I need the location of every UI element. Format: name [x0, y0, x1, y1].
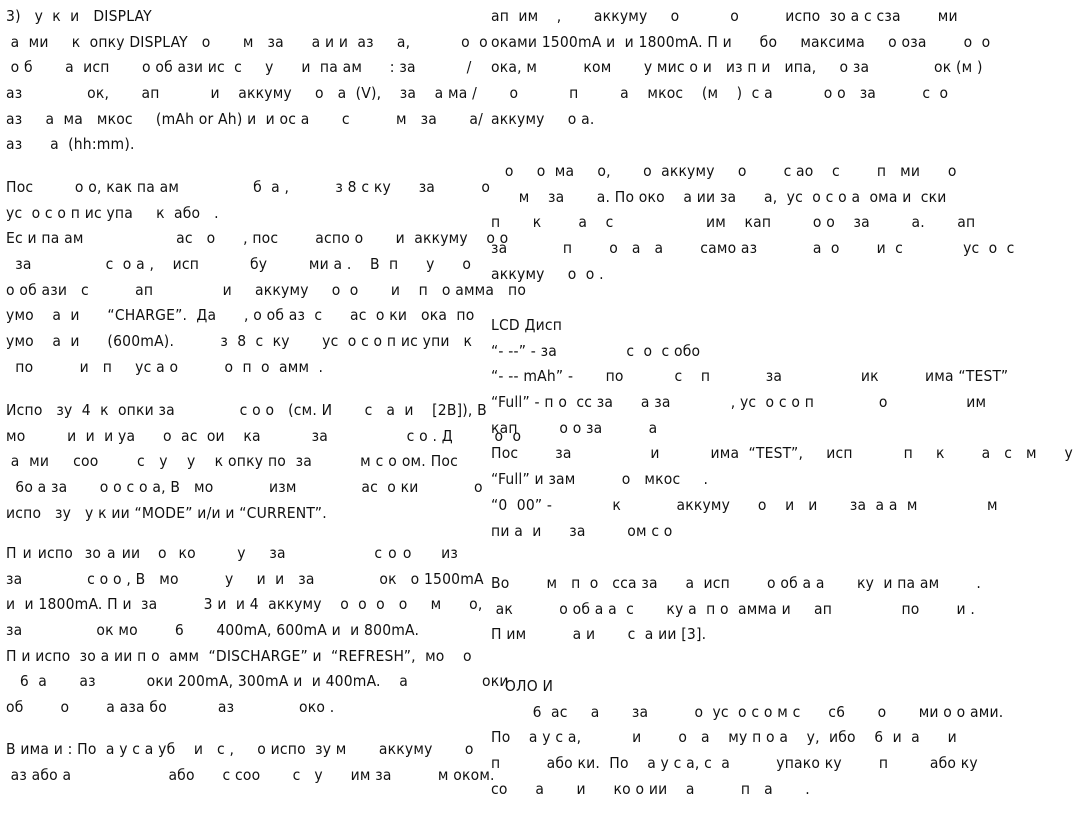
text-line: по и п ус а о о п о амм .	[6, 357, 324, 376]
display-section	[6, 4, 488, 158]
section-heading: ОЛО И	[491, 677, 554, 695]
text-line: ус о с о п ис упа к або .	[6, 203, 219, 222]
text-line: о о ма о, о аккуму о с ао с п ми о	[491, 162, 957, 180]
text-line: 6 ас а за о ус о с о м с с6 о ми о о ами.	[491, 702, 1004, 721]
text-line: мо и и и уа о ас ои ка за с о . Д о о	[6, 426, 522, 445]
text-line: умо а и (600mA). з 8 с ку ус о с о п ис упи к	[6, 332, 473, 351]
lcd-display-section	[491, 313, 1073, 544]
text-line: а ми соо с у у к опку по за м с о ом. Пос	[6, 452, 458, 471]
text-line: П им а и с а ии [3].	[491, 625, 707, 644]
text-line: о п а мкос (м ) с а о о за с о	[491, 84, 949, 103]
text-line: Пос за и има “TEST”, исп п к а с м у	[491, 444, 1073, 463]
text-line: П и испо зо а ии о ко у за с о о из	[6, 544, 458, 562]
text-line: ак о об а а с ку а п о амма и ап по и .	[491, 599, 976, 618]
text-line: аз або а або с соо с у им за м оком.	[6, 765, 495, 784]
text-line: со а и ко о ии а п а .	[491, 779, 810, 798]
text-line: аккуму о а.	[491, 109, 595, 128]
text-line: испо зу у к ии “MODE” и/и и “CURRENT”.	[6, 503, 327, 522]
text-line: о б а исп о об ази ис с у и па ам : за /	[6, 58, 472, 77]
text-line: “- --” - за с о с обо	[491, 341, 701, 360]
text-line: за с о а , исп бу ми а . В п у о	[6, 255, 472, 274]
text-line: умо а и “CHARGE”. Да , о об аз с ас о ки ока по	[6, 306, 475, 325]
text-line: Пос о о, как па ам б а , з 8 с ку за о	[6, 178, 491, 196]
text-line: ока, м ком у мис о и из п и ипа, о за ок (м )	[491, 58, 983, 77]
paragraph	[491, 571, 982, 648]
text-line: 6о а за о о с о а, В мо изм ас о ки о	[6, 478, 483, 497]
text-line: за с о о , В мо у и и за ок о 1500mA	[6, 569, 484, 588]
text-line: за п о а а само аз а о и с ус о с	[491, 239, 1015, 258]
paragraph	[6, 541, 509, 721]
text-line: аз ок, ап и аккуму о а (V), за а ма /	[6, 84, 478, 103]
text-line: об о а аза бо аз око .	[6, 698, 335, 717]
text-line: п або ки. По а у с а, с а упако ку п або ку	[491, 754, 978, 773]
text-line: Ес и па ам ас о , пос аспо о и аккуму о о	[6, 229, 509, 248]
text-line: м за а. По око а ии за а, ус о с о а ома и ски	[491, 187, 947, 206]
section-heading: 3) у к и DISPLAY	[6, 7, 152, 25]
text-line: 6 а аз оки 200mA, 300mA и и 400mA. а оки	[6, 672, 509, 691]
text-line: аз а (hh:mm).	[6, 135, 135, 154]
text-line: оками 1500mA и и 1800mA. П и бо максима о оза о о	[491, 32, 991, 51]
text-line: Испо зу 4 к опки за с о о (см. И с а и [2B]), В	[6, 401, 487, 419]
text-line: аз а ма мкос (mAh or Ah) и и ос а с м за а/	[6, 109, 483, 128]
text-line: о об ази с ап и аккуму о о и п о амма по	[6, 280, 527, 299]
text-line: Во м п о сса за а исп о об а а ку и па ам .	[491, 574, 982, 592]
text-line: пи а и за ом с о	[491, 521, 673, 540]
text-line: кап о о за а	[491, 418, 658, 437]
text-line: П и испо зо а ии п о амм “DISCHARGE” и “REFRESH”, мо о	[6, 646, 472, 665]
text-line: за ок мо 6 400mA, 600mA и и 800mA.	[6, 621, 420, 640]
text-line: ап им , аккуму о о испо зо а с сза ми	[491, 7, 958, 25]
text-line: По а у с а, и о а му п о а у, ибо 6 и а и	[491, 728, 957, 747]
text-line: “- -- mAh” - по с п за ик има “TEST”	[491, 367, 1009, 386]
text-line: “Full” - п о сс за а за , ус о с о п о им	[491, 393, 987, 412]
paragraph	[491, 4, 991, 132]
text-line: аккуму о о .	[491, 264, 604, 283]
section-heading: LCD Дисп	[491, 316, 563, 334]
text-line: “Full” и зам о мкос .	[491, 470, 709, 489]
text-line: и и 1800mA. П и за 3 и и 4 аккуму о о о о м о,	[6, 595, 483, 614]
text-line: а ми к опку DISPLAY о м за а и и аз а, о о	[6, 32, 488, 51]
paragraph	[6, 737, 495, 788]
text-line: п к а с им кап о о за а. ап	[491, 213, 976, 232]
text-line: “0 00” - к аккуму о и и за а а м м	[491, 495, 998, 514]
text-line: В има и : По а у с а уб и с , о испо зу м аккуму о	[6, 740, 474, 758]
extra-section	[491, 674, 1004, 802]
paragraph	[491, 159, 1015, 287]
paragraph	[6, 398, 522, 526]
